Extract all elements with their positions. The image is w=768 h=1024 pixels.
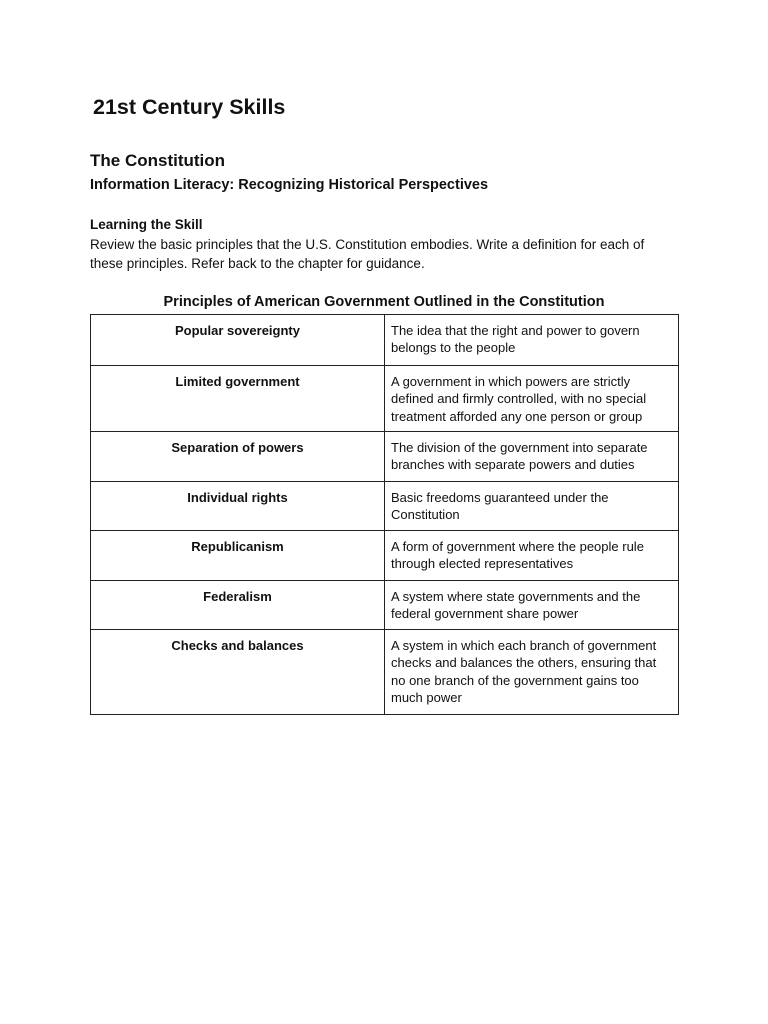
table-row bbox=[91, 482, 679, 531]
principle-term: Republicanism bbox=[91, 531, 385, 581]
principle-term: Separation of powers bbox=[91, 432, 385, 482]
principle-term: Checks and balances bbox=[91, 630, 385, 715]
principle-definition: The division of the government into separate branches with separate powers and duties bbox=[385, 432, 679, 482]
table-row bbox=[91, 366, 679, 432]
principle-definition: The idea that the right and power to govern belongs to the people bbox=[385, 315, 679, 366]
table-row bbox=[91, 581, 679, 630]
principles-table bbox=[90, 314, 679, 715]
table-title: Principles of American Government Outlined in the Constitution bbox=[163, 294, 605, 310]
page-title: 21st Century Skills bbox=[93, 95, 286, 119]
principle-definition: A form of government where the people rule through elected representatives bbox=[385, 531, 679, 581]
principle-definition: Basic freedoms guaranteed under the Constitution bbox=[385, 482, 679, 531]
instructions-text: Review the basic principles that the U.S. Constitution embodies. Write a definition for each of these principles. Refer back to the chapter for guidance. bbox=[90, 237, 645, 271]
principle-definition: A government in which powers are strictly defined and firmly controlled, with no special treatment afforded any one person or group bbox=[385, 366, 679, 432]
section-subtitle: Information Literacy: Recognizing Historical Perspectives bbox=[90, 177, 489, 193]
principle-term: Individual rights bbox=[91, 482, 385, 531]
learning-skill-heading: Learning the Skill bbox=[90, 217, 203, 232]
table-row bbox=[91, 531, 679, 581]
section-title: The Constitution bbox=[90, 151, 226, 170]
table-row bbox=[91, 630, 679, 715]
principle-definition: A system where state governments and the federal government share power bbox=[385, 581, 679, 630]
principle-term: Popular sovereignty bbox=[91, 315, 385, 366]
principle-term: Limited government bbox=[91, 366, 385, 432]
principle-term: Federalism bbox=[91, 581, 385, 630]
table-row bbox=[91, 315, 679, 366]
table-row bbox=[91, 432, 679, 482]
principle-definition: A system in which each branch of government checks and balances the others, ensuring that no one branch of the government gains too much power bbox=[385, 630, 679, 715]
